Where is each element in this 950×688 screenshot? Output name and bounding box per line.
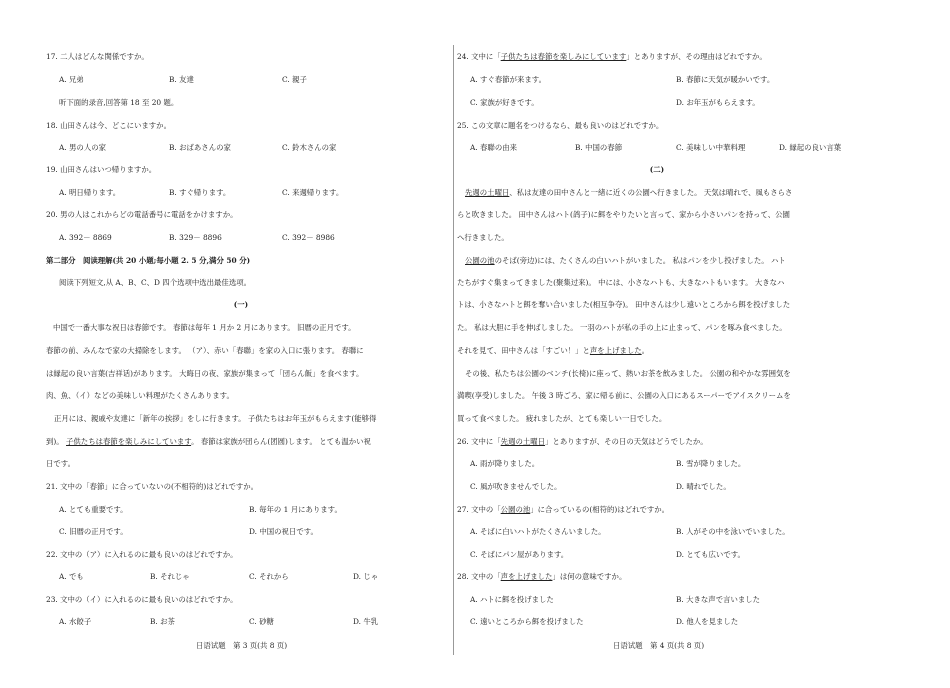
q21-option-c: C. 旧暦の正月です。 xyxy=(59,527,128,536)
q26-option-b: B. 雪が降りました。 xyxy=(676,459,746,468)
text-span: 。 春節は家族が団らん(团圆)します。 とても温かい祝 xyxy=(191,437,371,446)
passage1-line: 肉、魚、（イ）などの美味しい料理がたくさんあります。 xyxy=(46,391,234,400)
q20-option-c: C. 392－ 8986 xyxy=(282,233,335,242)
section-2-heading: (二) xyxy=(649,165,665,174)
passage1-line xyxy=(46,437,371,447)
question-28 xyxy=(457,572,626,582)
question-26 xyxy=(457,437,708,447)
passage2-line xyxy=(465,256,786,266)
q26-option-c: C. 風が吹きませんでした。 xyxy=(470,482,562,491)
q23-option-c: C. 砂糖 xyxy=(249,617,274,626)
passage1-line: 日です。 xyxy=(46,459,75,468)
underlined-phrase: 子供たちは春節を楽しみにしています xyxy=(500,52,627,61)
underlined-phrase: 先週の土曜日 xyxy=(500,437,546,446)
q23-option-b: B. お茶 xyxy=(150,617,175,626)
text-span: のそば(旁边)には、たくさんの白いハトがいました。 私はパンを少し投げました。 ハト xyxy=(494,256,786,265)
underlined-phrase: 子供たちは春節を楽しみにしています xyxy=(66,437,192,446)
q18-option-b: B. おばあさんの家 xyxy=(169,143,231,152)
q27-option-a: A. そばに白いハトがたくさんいました。 xyxy=(470,527,606,536)
section-1-heading: (一) xyxy=(233,300,249,309)
part2-title: 第二部分 阅读理解(共 20 小题;每小题 2. 5 分,满分 50 分) xyxy=(46,256,251,265)
q23-option-a: A. 水餃子 xyxy=(59,617,92,626)
text-span: それを見て、田中さんは「すごい！」と xyxy=(457,346,590,355)
underlined-phrase: 公園の池 xyxy=(500,505,531,514)
passage1-line: は縁起の良い言葉(吉祥话)があります。 大晦日の夜、家族が集まって「団らん飯」を食べます。 xyxy=(46,369,364,378)
listening-instruction: 听下面的录音,回答第 18 至 20 题。 xyxy=(59,98,179,107)
text-span: 28. 文中の「 xyxy=(457,572,501,581)
q25-option-a: A. 春聯の由来 xyxy=(470,143,517,152)
q24-option-a: A. すぐ春節が来ます。 xyxy=(470,75,546,84)
passage2-line: た。 私は大胆に手を伸ばしました。 一羽のハトが私の手の上に止まって、パンを啄み食べました。 xyxy=(457,323,787,332)
text-span: 」に合っているの(相符的)はどれですか。 xyxy=(530,505,670,514)
q27-option-d: D. とても広いです。 xyxy=(676,550,745,559)
q18-option-c: C. 鈴木さんの家 xyxy=(282,143,337,152)
q26-option-a: A. 雨が降りました。 xyxy=(470,459,540,468)
part2-instruction: 阅读下列短文,从 A、B、C、D 四个选项中选出最佳选项。 xyxy=(59,278,251,287)
text-span: 24. 文中に「 xyxy=(457,52,501,61)
passage2-line: らと吹きました。 田中さんはハト(鸽子)に餌をやりたいと言って、家から小さいパンを持って、公園 xyxy=(457,210,790,219)
question-18: 18. 山田さんは今、どこにいますか。 xyxy=(46,121,171,130)
q24-option-b: B. 春節に天気が暖かいです。 xyxy=(676,75,775,84)
q28-option-b: B. 大きな声で言いました xyxy=(676,595,761,604)
text-span: 到)。 xyxy=(46,437,67,446)
q26-option-d: D. 晴れでした。 xyxy=(676,482,731,491)
q24-option-d: D. お年玉がもらえます。 xyxy=(676,98,760,107)
passage2-line: へ行きました。 xyxy=(457,233,509,242)
q27-option-b: B. 人がその中を泳いでいました。 xyxy=(676,527,790,536)
question-24 xyxy=(457,52,767,62)
text-span: 。 xyxy=(641,346,650,355)
q19-option-b: B. すぐ帰ります。 xyxy=(169,188,231,197)
q25-option-d: D. 縁起の良い言葉 xyxy=(779,143,842,152)
q20-option-b: B. 329－ 8896 xyxy=(169,233,222,242)
question-20: 20. 男の人はこれからどの電話番号に電話をかけますか。 xyxy=(46,210,238,219)
q18-option-a: A. 男の人の家 xyxy=(59,143,106,152)
q19-option-c: C. 来週帰ります。 xyxy=(282,188,344,197)
q21-option-b: B. 毎年の 1 月にあります。 xyxy=(249,505,342,514)
text-span: 、私は友達の田中さんと一緒に近くの公園へ行きました。 天気は晴れで、風もさらさ xyxy=(509,188,793,197)
q27-option-c: C. そばにパン屋があります。 xyxy=(470,550,569,559)
q21-option-a: A. とても重要です。 xyxy=(59,505,128,514)
q23-option-d: D. 牛乳 xyxy=(353,617,379,626)
page-footer: 日语试题 第 4 页(共 8 页) xyxy=(613,641,705,650)
passage2-line: たちがすぐ集まってきました(聚集过来)。 中には、小さなハトも、大きなハトもいます。 大きなハ xyxy=(457,278,785,287)
page-footer: 日语试题 第 3 页(共 8 页) xyxy=(196,641,288,650)
question-19: 19. 山田さんはいつ帰りますか。 xyxy=(46,165,157,174)
q17-option-c: C. 親子 xyxy=(282,75,307,84)
passage1-line: 中国で一番大事な祝日は春節です。 春節は毎年 1 月か 2 月にあります。 旧暦の正月です。 xyxy=(53,323,356,332)
passage2-line: トは、小さなハトと餌を奪い合いました(相互争夺)。 田中さんは少し遠いところから餌を投げました xyxy=(457,300,791,309)
passage1-line: 正月には、親戚や友達に「新年の挨拶」をしに行きます。 子供たちはお年玉がもらえます(能够得 xyxy=(54,414,377,423)
passage2-line: 買って食べました。 疲れましたが、とても楽しい一日でした。 xyxy=(457,414,667,423)
question-27 xyxy=(457,505,669,515)
question-23: 23. 文中の（イ）に入れるのに最も良いのはどれですか。 xyxy=(46,595,238,604)
passage1-line: 春節の前、みんなで家の大掃除をします。 （ア）、赤い「春聯」を家の入口に張ります。 春聯に xyxy=(46,346,364,355)
question-21: 21. 文中の「春節」に合っていないの(不相符的)はどれですか。 xyxy=(46,482,259,491)
passage2-line xyxy=(465,188,792,198)
passage2-line: その後、私たちは公園のベンチ(长椅)に座って、熱いお茶を飲みました。 公園の和やかな雰囲気を xyxy=(465,369,791,378)
text-span: 」とありますが、その理由はどれですか。 xyxy=(626,52,767,61)
underlined-phrase: 声を上げました xyxy=(589,346,642,355)
left-page xyxy=(46,0,436,688)
q28-option-c: C. 遠いところから餌を投げました xyxy=(470,617,584,626)
text-span: 27. 文中の「 xyxy=(457,505,501,514)
text-span: 」とありますが、その日の天気はどうでしたか。 xyxy=(545,437,708,446)
question-17: 17. 二人はどんな関係ですか。 xyxy=(46,52,149,61)
underlined-phrase: 先週の土曜日 xyxy=(465,188,510,197)
q25-option-b: B. 中国の春節 xyxy=(575,143,623,152)
q22-option-b: B. それじゃ xyxy=(150,572,190,581)
column-divider xyxy=(453,45,454,655)
q25-option-c: C. 美味しい中華料理 xyxy=(676,143,746,152)
q22-option-c: C. それから xyxy=(249,572,289,581)
q20-option-a: A. 392－ 8869 xyxy=(59,233,112,242)
q21-option-d: D. 中国の祝日です。 xyxy=(249,527,318,536)
q19-option-a: A. 明日帰ります。 xyxy=(59,188,121,197)
underlined-phrase: 声を上げました xyxy=(500,572,553,581)
q17-option-b: B. 友達 xyxy=(169,75,194,84)
text-span: 」は何の意味ですか。 xyxy=(552,572,627,581)
q22-option-a: A. でも xyxy=(59,572,84,581)
text-span: 26. 文中に「 xyxy=(457,437,501,446)
q22-option-d: D. じゃ xyxy=(353,572,379,581)
passage2-line xyxy=(457,346,649,356)
question-25: 25. この文章に題名をつけるなら、最も良いのはどれですか。 xyxy=(457,121,664,130)
underlined-phrase: 公園の池 xyxy=(465,256,495,265)
passage2-line: 満喫(享受)しました。 午後 3 時ごろ、家に帰る前に、公園の入口にあるスーパーでアイスクリームを xyxy=(457,391,791,400)
q24-option-c: C. 家族が好きです。 xyxy=(470,98,539,107)
q28-option-a: A. ハトに餌を投げました xyxy=(470,595,554,604)
right-page xyxy=(457,0,873,688)
q28-option-d: D. 他人を見ました xyxy=(676,617,739,626)
question-22: 22. 文中の（ア）に入れるのに最も良いのはどれですか。 xyxy=(46,550,238,559)
q17-option-a: A. 兄弟 xyxy=(59,75,84,84)
